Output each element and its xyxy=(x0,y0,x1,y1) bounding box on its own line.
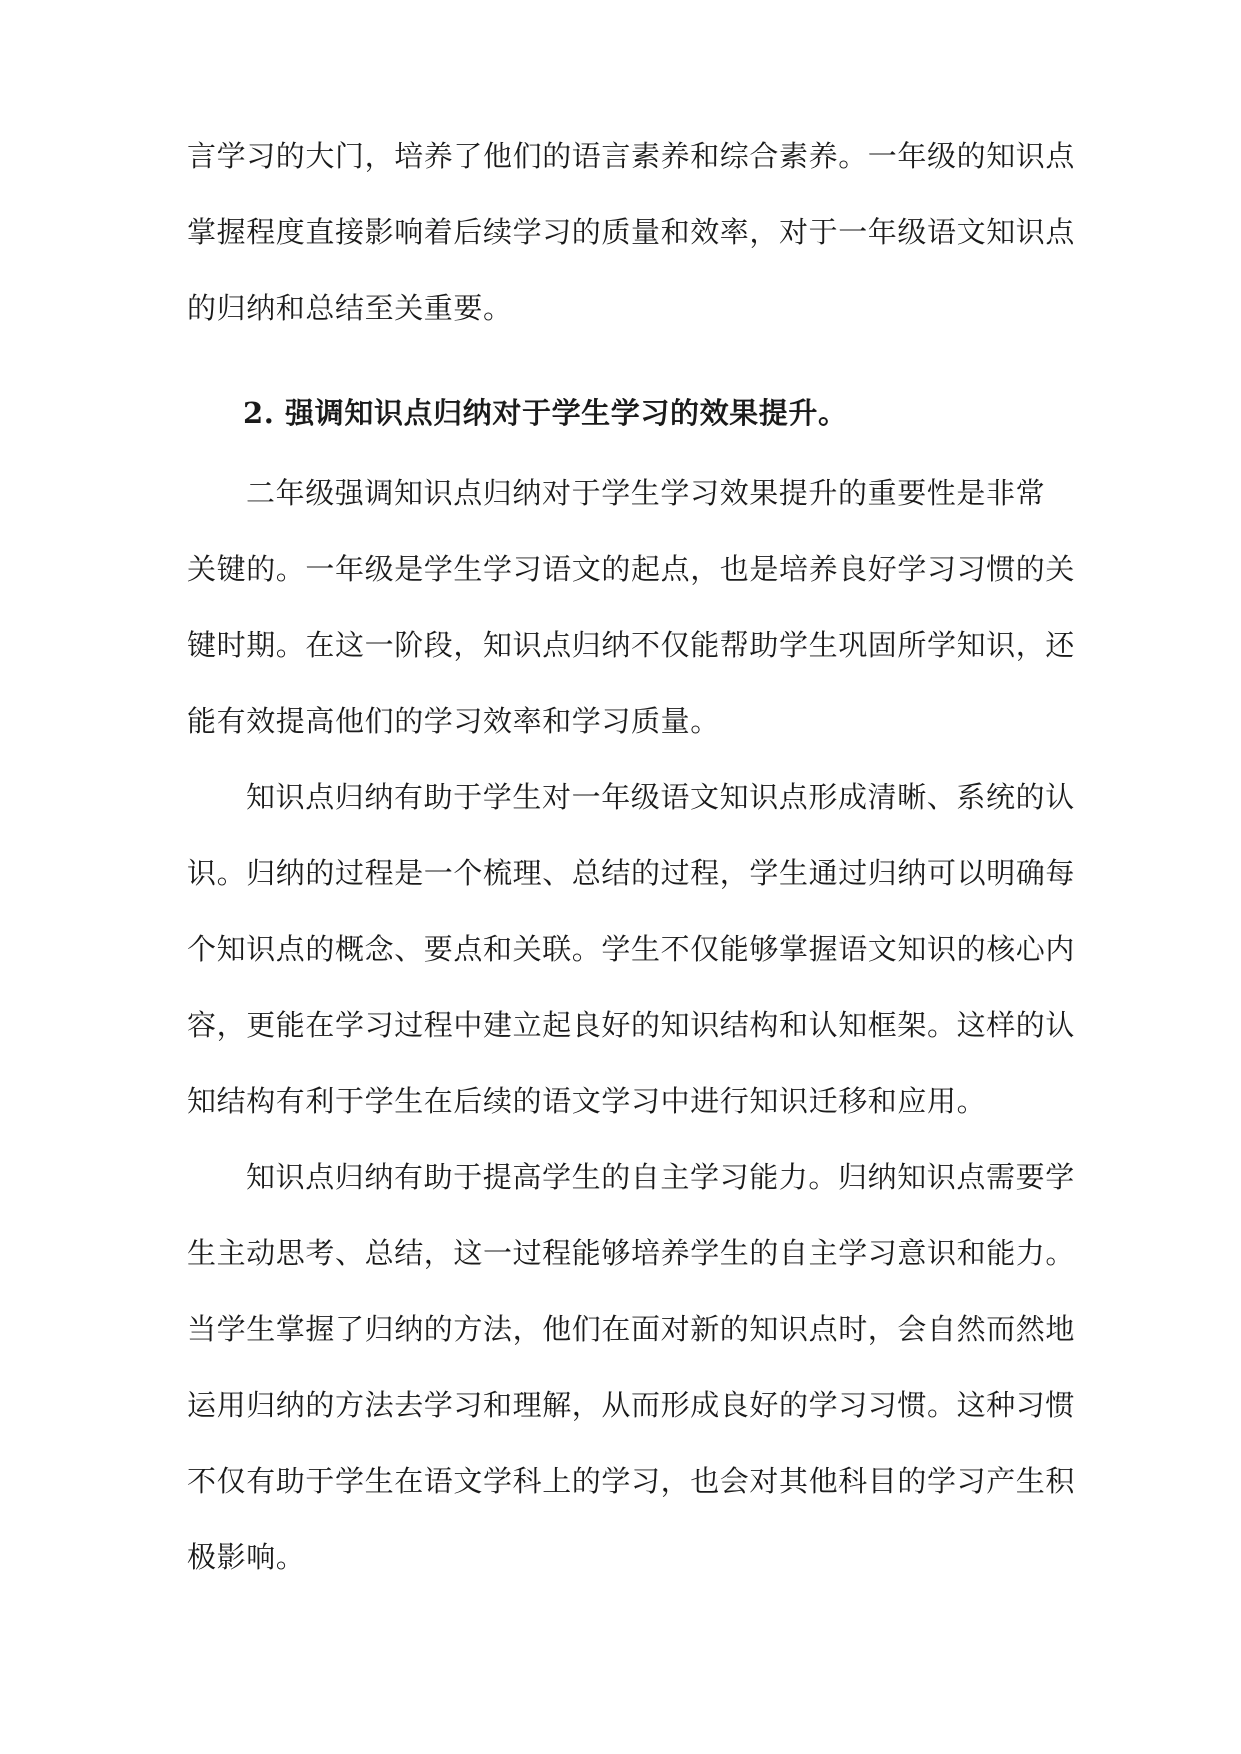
paragraph-line: 极影响。 xyxy=(187,1540,306,1574)
paragraph-line: 知结构有利于学生在后续的语文学习中进行知识迁移和应用。 xyxy=(187,1084,987,1118)
paragraph-line: 言学习的大门，培养了他们的语言素养和综合素养。一年级的知识点 xyxy=(187,139,1076,173)
paragraph-line: 能有效提高他们的学习效率和学习质量。 xyxy=(187,704,720,738)
paragraph-line: 关键的。一年级是学生学习语文的起点，也是培养良好学习习惯的关 xyxy=(187,552,1076,586)
paragraph-line: 二年级强调知识点归纳对于学生学习效果提升的重要性是非常 xyxy=(246,476,1046,510)
paragraph-line: 生主动思考、总结，这一过程能够培养学生的自主学习意识和能力。 xyxy=(187,1236,1076,1270)
paragraph-line: 知识点归纳有助于提高学生的自主学习能力。归纳知识点需要学 xyxy=(246,1160,1075,1194)
paragraph-line: 当学生掌握了归纳的方法，他们在面对新的知识点时，会自然而然地 xyxy=(187,1312,1076,1346)
paragraph-line: 容，更能在学习过程中建立起良好的知识结构和认知框架。这样的认 xyxy=(187,1008,1076,1042)
paragraph-line: 不仅有助于学生在语文学科上的学习，也会对其他科目的学习产生积 xyxy=(187,1464,1076,1498)
paragraph-line: 个知识点的概念、要点和关联。学生不仅能够掌握语文知识的核心内 xyxy=(187,932,1076,966)
paragraph-line: 运用归纳的方法去学习和理解，从而形成良好的学习习惯。这种习惯 xyxy=(187,1388,1076,1422)
section-heading: 2. 强调知识点归纳对于学生学习的效果提升。 xyxy=(243,396,848,430)
paragraph-line: 识。归纳的过程是一个梳理、总结的过程，学生通过归纳可以明确每 xyxy=(187,856,1076,890)
paragraph-line: 的归纳和总结至关重要。 xyxy=(187,291,513,325)
paragraph-line: 键时期。在这一阶段，知识点归纳不仅能帮助学生巩固所学知识，还 xyxy=(187,628,1076,662)
paragraph-line: 掌握程度直接影响着后续学习的质量和效率，对于一年级语文知识点 xyxy=(187,215,1076,249)
paragraph-line: 知识点归纳有助于学生对一年级语文知识点形成清晰、系统的认 xyxy=(246,780,1075,814)
